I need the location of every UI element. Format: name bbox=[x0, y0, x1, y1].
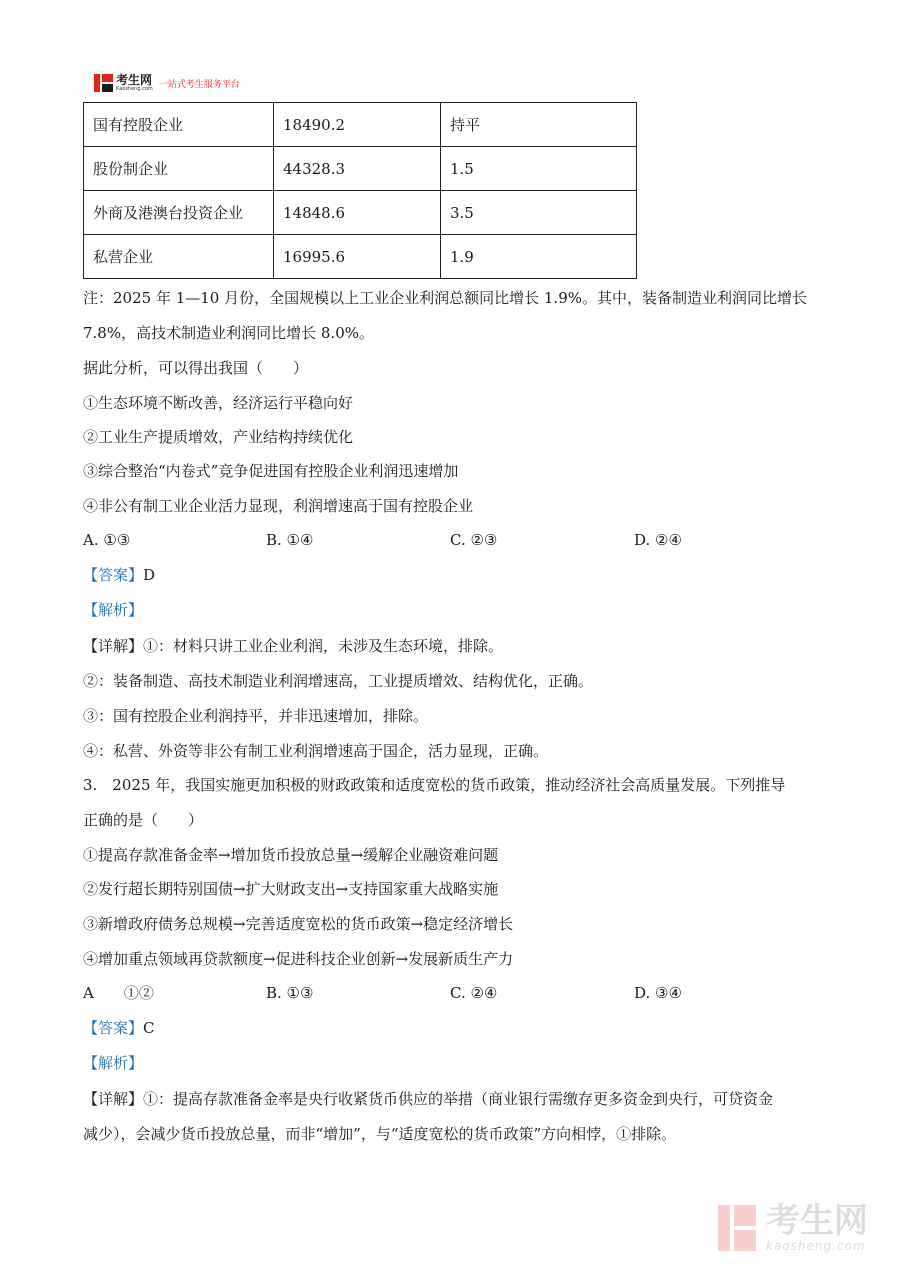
header-slogan: 一站式考生服务平台 bbox=[158, 79, 240, 90]
watermark-domain: kaosheng.com bbox=[766, 1239, 866, 1253]
q3-option-a: A ①② bbox=[83, 984, 154, 1002]
q3-option-b: B. ①③ bbox=[266, 984, 314, 1002]
q3-detail-1 bbox=[83, 1089, 773, 1109]
table-cell: 3.5 bbox=[441, 191, 637, 235]
analysis-tag: 【解析】 bbox=[83, 601, 144, 619]
table-cell: 1.9 bbox=[441, 235, 637, 279]
q2-stem: 据此分析，可以得出我国（ ） bbox=[83, 359, 309, 377]
table-row bbox=[84, 147, 637, 191]
table-cell: 股份制企业 bbox=[84, 147, 274, 191]
q3-detail-2: 减少），会减少货币投放总量，而非“增加”，与“适度宽松的货币政策”方向相悖，①排除。 bbox=[83, 1125, 677, 1143]
answer-tag: 【答案】 bbox=[83, 1019, 144, 1037]
logo-brand: 考生网 bbox=[116, 73, 153, 87]
q3-option-d: D. ③④ bbox=[634, 984, 682, 1002]
watermark bbox=[718, 1203, 868, 1253]
watermark-logo-icon bbox=[718, 1205, 758, 1251]
q3-stem-2: 正确的是（ ） bbox=[83, 811, 204, 829]
q2-option-a: A. ①③ bbox=[83, 531, 131, 549]
q2-item-4: ④非公有制工业企业活力显现，利润增速高于国有控股企业 bbox=[83, 497, 474, 515]
q2-detail-1 bbox=[83, 636, 503, 656]
q2-detail-4: ④：私营、外资等非公有制工业利润增速高于国企，活力显现，正确。 bbox=[83, 742, 549, 760]
table-cell: 持平 bbox=[441, 103, 637, 147]
detail-tag: 【详解】 bbox=[83, 1090, 144, 1108]
q3-stem-1: 3. 2025 年，我国实施更加积极的财政政策和适度宽松的货币政策，推动经济社会高质量发展。下列推导 bbox=[83, 776, 786, 794]
answer-value: D bbox=[143, 566, 156, 584]
table-cell: 18490.2 bbox=[274, 103, 441, 147]
detail-text: ①：材料只讲工业企业利润，未涉及生态环境，排除。 bbox=[143, 637, 504, 655]
q3-item-3: ③新增政府债务总规模→完善适度宽松的货币政策→稳定经济增长 bbox=[83, 915, 514, 933]
table-cell: 16995.6 bbox=[274, 235, 441, 279]
q2-item-2: ②工业生产提质增效，产业结构持续优化 bbox=[83, 428, 354, 446]
logo-domain: Kaosheng.com bbox=[116, 86, 153, 92]
site-header bbox=[94, 72, 240, 94]
answer-tag: 【答案】 bbox=[83, 566, 144, 584]
q3-item-1: ①提高存款准备金率→增加货币投放总量→缓解企业融资难问题 bbox=[83, 846, 499, 864]
table-cell: 14848.6 bbox=[274, 191, 441, 235]
detail-tag: 【详解】 bbox=[83, 637, 144, 655]
q2-option-c: C. ②③ bbox=[450, 531, 498, 549]
answer-value: C bbox=[143, 1019, 155, 1037]
watermark-brand: 考生网 bbox=[766, 1201, 868, 1241]
note-line-2: 7.8%，高技术制造业利润同比增长 8.0%。 bbox=[83, 324, 374, 342]
note-line-1: 注：2025 年 1—10 月份，全国规模以上工业企业利润总额同比增长 1.9%。其中，装备制造业利润同比增长 bbox=[83, 289, 807, 307]
q2-item-3: ③综合整治“内卷式”竞争促进国有控股企业利润迅速增加 bbox=[83, 462, 459, 480]
table-row bbox=[84, 191, 637, 235]
q3-analysis bbox=[83, 1053, 143, 1073]
table-cell: 1.5 bbox=[441, 147, 637, 191]
q2-detail-2: ②：装备制造、高技术制造业利润增速高，工业提质增效、结构优化，正确。 bbox=[83, 672, 594, 690]
table-row bbox=[84, 103, 637, 147]
profit-table bbox=[83, 102, 637, 279]
q2-option-d: D. ②④ bbox=[634, 531, 682, 549]
q3-item-2: ②发行超长期特别国债→扩大财政支出→支持国家重大战略实施 bbox=[83, 880, 499, 898]
table-row bbox=[84, 235, 637, 279]
table-cell: 私营企业 bbox=[84, 235, 274, 279]
q3-item-4: ④增加重点领域再贷款额度→促进科技企业创新→发展新质生产力 bbox=[83, 950, 514, 968]
q2-option-b: B. ①④ bbox=[266, 531, 314, 549]
q2-analysis bbox=[83, 600, 143, 620]
q3-option-c: C. ②④ bbox=[450, 984, 498, 1002]
logo-icon bbox=[94, 73, 114, 93]
q2-detail-3: ③：国有控股企业利润持平，并非迅速增加，排除。 bbox=[83, 707, 429, 725]
q2-answer bbox=[83, 565, 155, 585]
table-cell: 44328.3 bbox=[274, 147, 441, 191]
q2-item-1: ①生态环境不断改善，经济运行平稳向好 bbox=[83, 394, 354, 412]
logo bbox=[116, 74, 153, 92]
q3-answer bbox=[83, 1018, 155, 1038]
detail-text: ①：提高存款准备金率是央行收紧货币供应的举措（商业银行需缴存更多资金到央行，可贷资金 bbox=[143, 1090, 774, 1108]
analysis-tag: 【解析】 bbox=[83, 1054, 144, 1072]
table-cell: 外商及港澳台投资企业 bbox=[84, 191, 274, 235]
table-cell: 国有控股企业 bbox=[84, 103, 274, 147]
